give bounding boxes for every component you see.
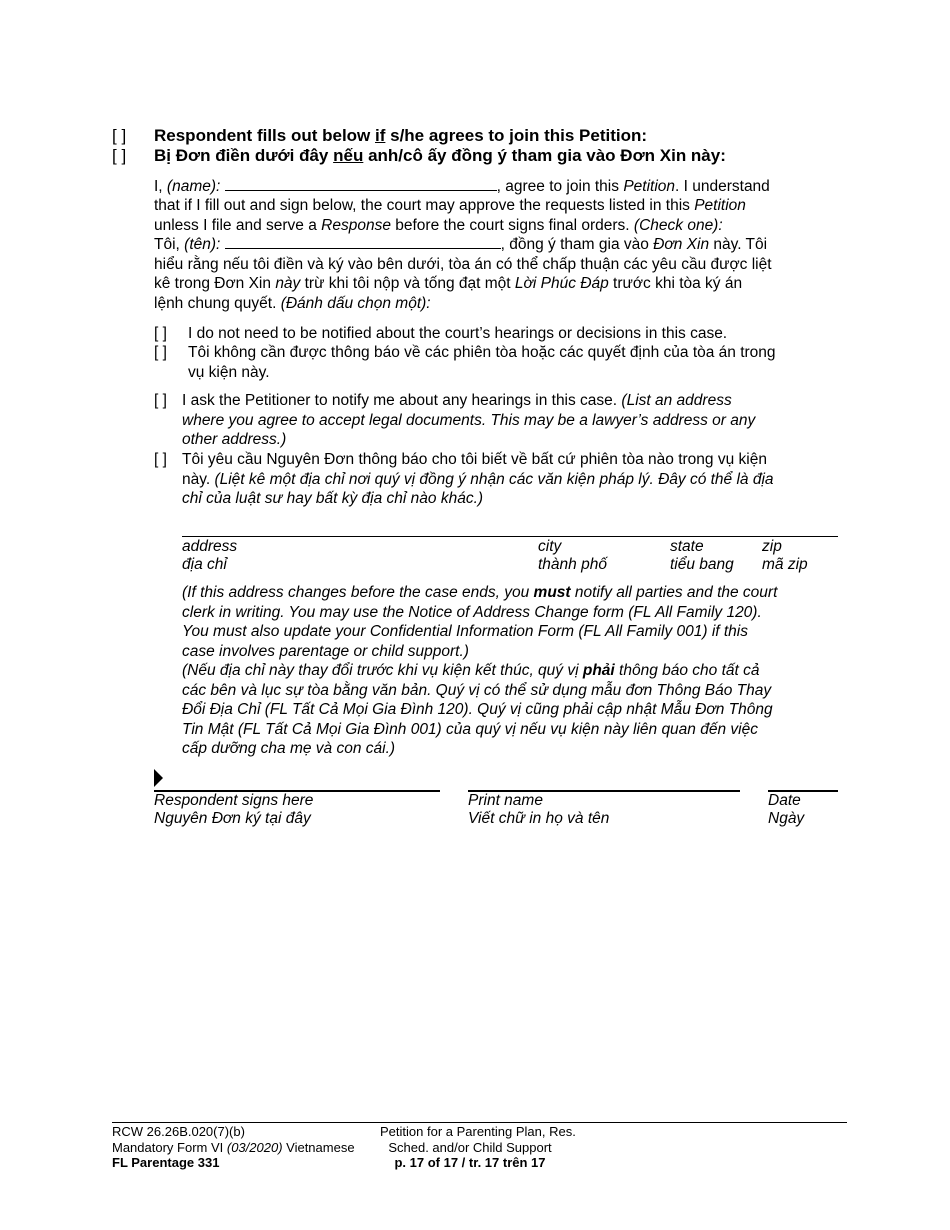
address-label: address [182, 538, 238, 555]
notice-en-line-4: case involves parentage or child support.) [182, 643, 469, 660]
text: notify all parties and the court [570, 584, 778, 601]
option-2-checkbox[interactable]: [ ] [154, 392, 167, 409]
name-field[interactable] [225, 178, 497, 191]
text: Response [321, 217, 391, 234]
heading-en-text-2: s/he agrees to join this Petition: [385, 126, 648, 145]
text: I ask the Petitioner to notify me about any hearings in this case. [182, 392, 622, 409]
text: Vietnamese [282, 1140, 355, 1155]
print-name-label-vi: Viết chữ in họ và tên [468, 810, 610, 827]
footer-form [112, 1140, 355, 1155]
text: (If this address changes before the case ends, you [182, 584, 534, 601]
text: này. Tôi [709, 236, 768, 253]
option-1-en: I do not need to be notified about the court’s hearings or decisions in this case. [188, 325, 728, 342]
option-2-en-line-1 [182, 392, 732, 410]
text: trừ khi tôi nộp và tống đạt một [300, 275, 515, 292]
option-1-checkbox-vi[interactable]: [ ] [154, 344, 167, 361]
text: thông báo cho tất cả [614, 662, 760, 679]
text: , agree to join this [496, 178, 624, 195]
text: , đồng ý tham gia vào [500, 236, 654, 253]
notice-en-line-2: clerk in writing. You may use the Notice of Address Change form (FL All Family 120). [182, 604, 762, 621]
text: (03/2020) [226, 1140, 283, 1155]
text: before the court signs final orders. [390, 217, 634, 234]
intro-vi-line-2: hiểu rằng nếu tôi điền và ký vào bên dưới, tòa án có thể chấp thuận các yêu cầu được liệt [154, 256, 772, 273]
print-name-label: Print name [468, 792, 543, 809]
intro-vi-line-3 [154, 275, 742, 293]
heading-checkbox-en[interactable]: [ ] [112, 126, 127, 145]
notice-vi-line-5: cấp dưỡng cha mẹ và con cái.) [182, 740, 396, 757]
footer-page: p. 17 of 17 / tr. 17 trên 17 [394, 1155, 546, 1170]
intro-vi-line-4 [154, 295, 431, 313]
option-2-en-line-2: where you agree to accept legal documents. This may be a lawyer’s address or any [182, 412, 756, 429]
intro-en-line-2 [154, 197, 746, 215]
option-2-en-line-3: other address.) [182, 431, 287, 448]
sign-label-vi: Nguyên Đơn ký tại đây [154, 810, 311, 827]
zip-label-vi: mã zip [762, 556, 808, 573]
notice-en-line-3: You must also update your Confidential Information Form (FL All Family 001) if this [182, 623, 748, 640]
option-2-vi-line-2 [182, 471, 774, 489]
text: (Nếu địa chỉ này thay đổi trước khi vụ kiện kết thúc, quý vị [182, 662, 583, 679]
text: (tên): [184, 236, 221, 253]
text: (Liệt kê một địa chỉ nơi quý vị đồng ý nhận các văn kiện pháp lý. Đây có thể là địa [214, 471, 774, 488]
footer-title-2: Sched. and/or Child Support [388, 1140, 552, 1155]
address-line[interactable] [182, 536, 838, 537]
footer-rcw: RCW 26.26B.020(7)(b) [112, 1124, 245, 1139]
notice-vi-line-4: Tin Mật (FL Tất Cả Mọi Gia Đình 001) của quý vị nếu vụ kiện này liên quan đến việc [182, 721, 758, 738]
text: unless I file and serve a [154, 217, 322, 234]
text: . I understand [675, 178, 770, 195]
text: Lời Phúc Đáp [514, 275, 609, 292]
date-label-vi: Ngày [768, 810, 805, 827]
heading-en [154, 126, 647, 146]
heading-vi-text: Bị Đơn điền dưới đây [154, 146, 334, 165]
state-label-vi: tiểu bang [670, 556, 734, 573]
heading-vi [154, 146, 726, 166]
footer-form-code: FL Parentage 331 [112, 1155, 220, 1170]
option-1-vi-line-2: vụ kiện này. [188, 364, 270, 381]
text: trước khi tòa ký án [608, 275, 743, 292]
text: phải [582, 662, 615, 679]
footer-rule [112, 1122, 847, 1123]
notice-en-line-1 [182, 584, 777, 602]
notice-vi-line-3: Đổi Địa Chỉ (FL Tất Cả Mọi Gia Đình 120). Quý vị cũng phải cập nhật Mẫu Đơn Thông [182, 701, 773, 718]
footer-title-1: Petition for a Parenting Plan, Res. [380, 1124, 576, 1139]
heading-vi-if: nếu [333, 146, 364, 165]
notice-vi-line-2: các bên và lục sự tòa bằng văn bản. Quý vị có thể sử dụng mẫu đơn Thông Báo Thay [182, 682, 772, 699]
intro-en-line-1 [154, 178, 770, 196]
notice-vi-line-1 [182, 662, 760, 680]
option-1-vi-line-1: Tôi không cần được thông báo về các phiên tòa hoặc các quyết định của tòa án trong [188, 344, 776, 361]
city-label: city [538, 538, 562, 555]
text: này [275, 275, 301, 292]
option-2-vi-line-3: chỉ của luật sư hay bất kỳ địa chỉ nào khác.) [182, 490, 484, 507]
address-label-vi: địa chỉ [182, 556, 227, 573]
text: that if I fill out and sign below, the court may approve the requests listed in this [154, 197, 695, 214]
text: (List an address [621, 392, 732, 409]
name-field-vi[interactable] [225, 236, 501, 249]
intro-vi-line-1 [154, 236, 767, 254]
city-label-vi: thành phố [538, 556, 607, 573]
option-2-vi-line-1: Tôi yêu cầu Nguyên Đơn thông báo cho tôi biết về bất cứ phiên tòa nào trong vụ kiện [182, 451, 767, 468]
text: kê trong Đơn Xin [154, 275, 276, 292]
text: Petition [694, 197, 746, 214]
text: này. [182, 471, 215, 488]
text: (name): [166, 178, 221, 195]
text: Mandatory Form VI [112, 1140, 227, 1155]
heading-vi-text-2: anh/cô ấy đồng ý tham gia vào Đơn Xin này: [363, 146, 726, 165]
date-label: Date [768, 792, 801, 809]
heading-checkbox-vi[interactable]: [ ] [112, 146, 127, 165]
text: Petition [623, 178, 676, 195]
sign-label: Respondent signs here [154, 792, 314, 809]
text: I, [154, 178, 167, 195]
zip-label: zip [762, 538, 782, 555]
option-1-checkbox[interactable]: [ ] [154, 325, 167, 342]
text: lệnh chung quyết. [154, 295, 281, 312]
heading-en-text: Respondent fills out below [154, 126, 375, 145]
text: (Đánh dấu chọn một): [280, 295, 431, 312]
text: Đơn Xin [653, 236, 710, 253]
text: Tôi, [154, 236, 185, 253]
intro-en-line-3 [154, 217, 723, 235]
sign-here-arrow-icon [154, 769, 164, 787]
heading-en-if: if [375, 126, 386, 145]
option-2-checkbox-vi[interactable]: [ ] [154, 451, 167, 468]
state-label: state [670, 538, 704, 555]
text: (Check one): [633, 217, 723, 234]
text: must [533, 584, 571, 601]
